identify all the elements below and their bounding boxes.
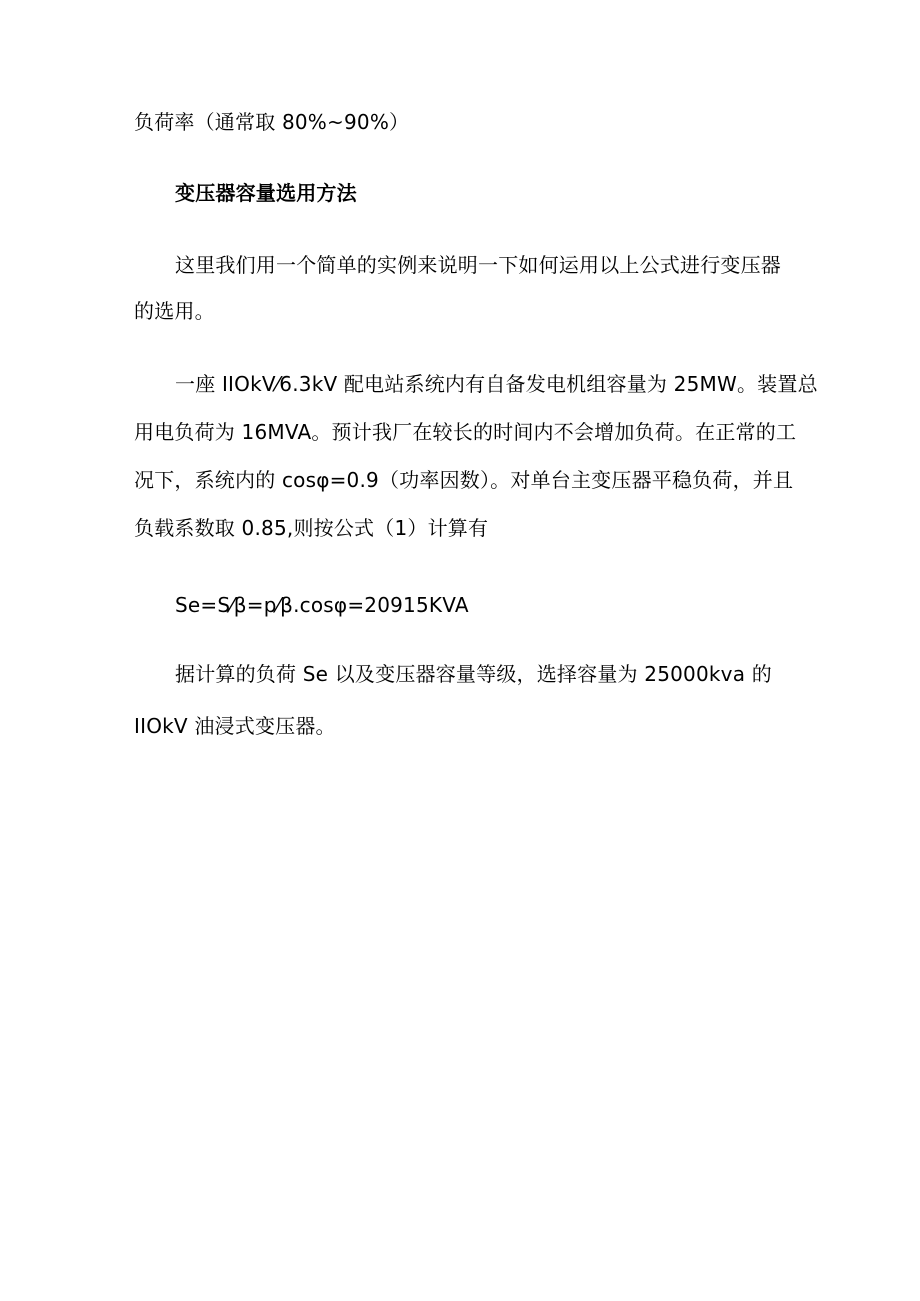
intro-line-2: 的选用。 <box>134 299 215 323</box>
conclusion-line-1: 据计算的负荷 Se 以及变压器容量等级，选择容量为 25000kva 的 <box>175 662 772 686</box>
example-line-1: 一座 IIOkV⁄6.3kV 配电站系统内有自备发电机组容量为 25MW。装置总 <box>175 372 818 396</box>
load-rate-line: 负荷率（通常取 80%~90%） <box>134 110 410 134</box>
formula-line: Se=S⁄β=p⁄β.cosφ=20915KVA <box>175 593 469 617</box>
example-line-3: 况下，系统内的 cosφ=0.9（功率因数）。对单台主变压器平稳负荷，并且 <box>134 468 794 492</box>
example-line-4: 负载系数取 0.85,则按公式（1）计算有 <box>134 516 489 540</box>
conclusion-line-2: IIOkV 油浸式变压器。 <box>134 714 336 738</box>
example-line-2: 用电负荷为 16MVA。预计我厂在较长的时间内不会增加负荷。在正常的工 <box>134 420 797 444</box>
intro-line-1: 这里我们用一个简单的实例来说明一下如何运用以上公式进行变压器 <box>175 253 781 277</box>
section-heading: 变压器容量选用方法 <box>175 181 357 205</box>
